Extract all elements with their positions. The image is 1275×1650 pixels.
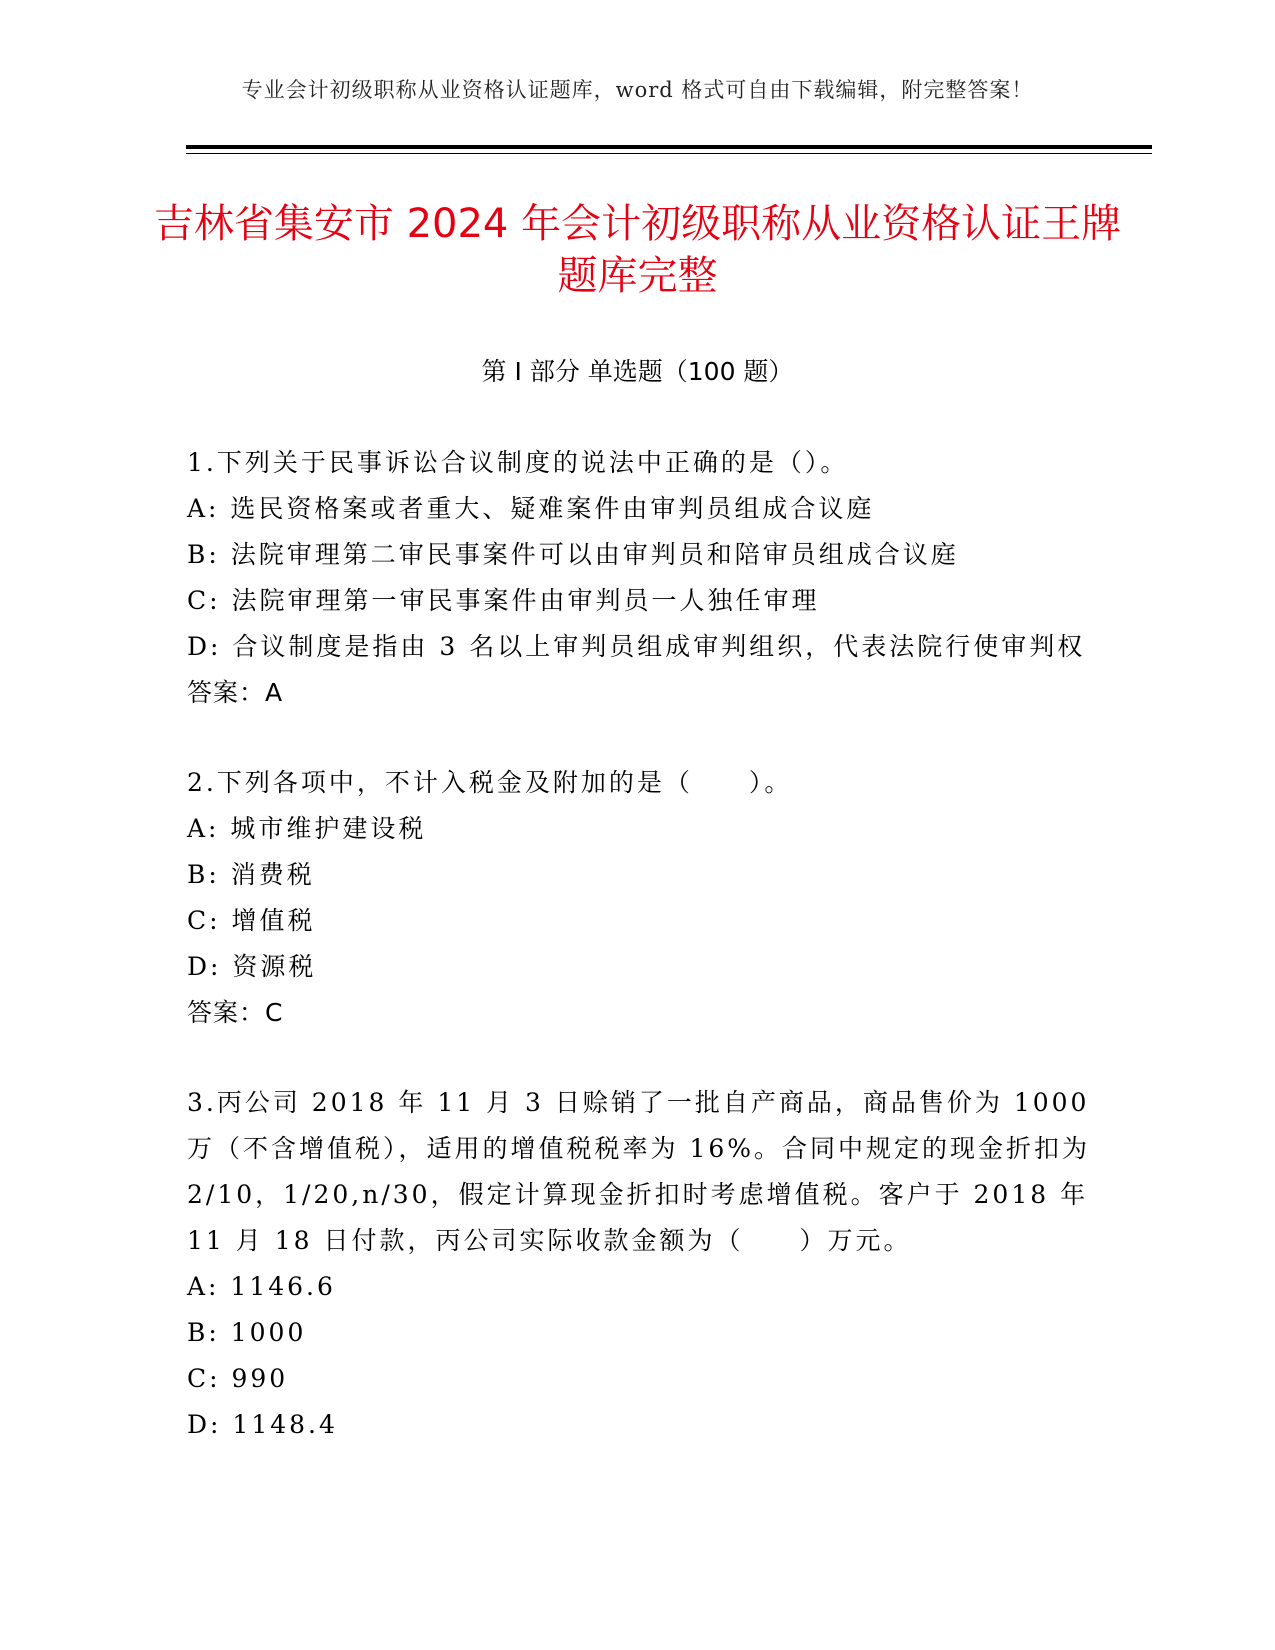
option-a: A: 1146.6: [187, 1272, 336, 1301]
question-stem: 1.下列关于民事诉讼合议制度的说法中正确的是（）。: [187, 448, 849, 477]
option-a: A: 城市维护建设税: [187, 814, 427, 843]
option-d: D: 合议制度是指由 3 名以上审判员组成审判组织，代表法院行使审判权: [187, 632, 1086, 661]
option-a: A: 选民资格案或者重大、疑难案件由审判员组成合议庭: [187, 494, 875, 523]
answer: 答案：A: [187, 678, 284, 707]
question-stem: 3.丙公司 2018 年 11 月 3 日赊销了一批自产商品，商品售价为 1000 万（不含增值税），适用的增值税税率为 16%。合同中规定的现金折扣为 2/10，1/20,n/30，假定计算现金折扣时考虑增值税。客户于 2018 年 11 月 18 日付款，丙公司实际收款金额为（ ）万元。: [187, 1088, 1091, 1255]
header-rule-thick: [186, 145, 1152, 149]
option-c: C: 990: [187, 1364, 289, 1393]
header-rule-thin: [186, 153, 1152, 154]
option-b: B: 法院审理第二审民事案件可以由审判员和陪审员组成合议庭: [187, 540, 959, 569]
document-title: 吉林省集安市 2024 年会计初级职称从业资格认证王牌题库完整: [153, 201, 1122, 299]
answer: 答案：C: [187, 998, 284, 1027]
page-header: 专业会计初级职称从业资格认证题库，word 格式可自由下载编辑，附完整答案！: [241, 78, 1034, 102]
question-3: [187, 1080, 1092, 1448]
option-d: D: 资源税: [187, 952, 317, 981]
section-title: 第 I 部分 单选题（100 题）: [481, 357, 794, 386]
option-b: B: 1000: [187, 1318, 307, 1347]
option-c: C: 增值税: [187, 906, 316, 935]
question-list: [187, 440, 1092, 1492]
question-1: [187, 440, 1092, 716]
option-d: D: 1148.4: [187, 1410, 338, 1439]
question-stem: 2.下列各项中，不计入税金及附加的是（ ）。: [187, 768, 793, 797]
question-2: [187, 760, 1092, 1036]
option-c: C: 法院审理第一审民事案件由审判员一人独任审理: [187, 586, 820, 615]
option-b: B: 消费税: [187, 860, 315, 889]
